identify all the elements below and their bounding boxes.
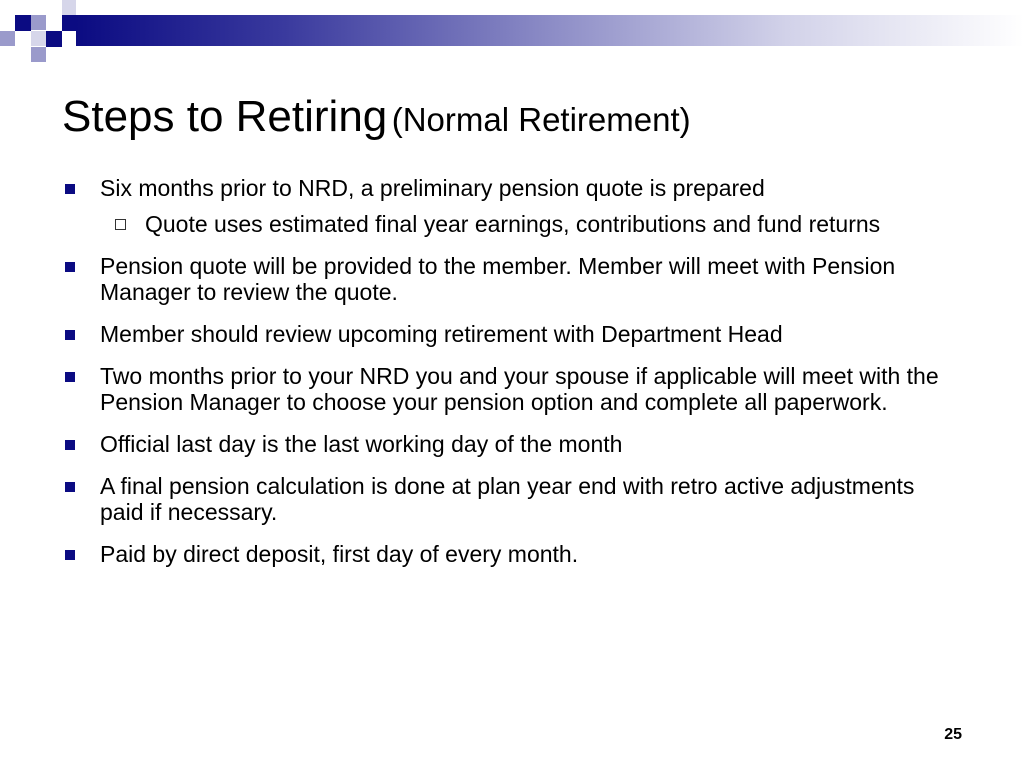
square-bullet-icon [65,184,75,194]
header-square-7 [62,15,76,31]
square-bullet-icon [65,482,75,492]
hollow-square-bullet-icon [115,219,126,230]
header-square-3 [46,31,62,47]
header-square-4 [31,31,46,46]
page-number: 25 [944,726,962,743]
square-bullet-icon [65,550,75,560]
header-square-2 [31,15,46,30]
sub-bullet-item [62,211,962,237]
bullet-text: Official last day is the last working day of the month [100,431,623,457]
bullet-text: Two months prior to your NRD you and your spouse if applicable will meet with the Pension Manager to choose your pension option and complete all paperwork. [100,363,939,415]
bullet-item [62,363,962,415]
bullet-item [62,431,962,457]
header-square-5 [31,47,46,62]
square-bullet-icon [65,372,75,382]
bullet-item [62,473,962,525]
square-bullet-icon [65,440,75,450]
header-square-6 [62,0,76,15]
slide-title [62,92,982,152]
bullet-text: Six months prior to NRD, a preliminary pension quote is prepared [100,175,765,201]
header-gradient-band [76,15,1024,46]
bullet-list [62,175,962,583]
bullet-item [62,175,962,201]
bullet-text: Member should review upcoming retirement with Department Head [100,321,783,347]
title-main: Steps to Retiring [62,92,388,141]
bullet-text: Quote uses estimated final year earnings, contributions and fund returns [145,211,881,237]
bullet-item [62,321,962,347]
bullet-text: A final pension calculation is done at plan year end with retro active adjustments paid if necessary. [100,473,915,525]
bullet-text: Pension quote will be provided to the member. Member will meet with Pension Manager to review the quote. [100,253,896,305]
square-bullet-icon [65,262,75,272]
square-bullet-icon [65,330,75,340]
header-square-8 [0,31,15,46]
header-square-1 [15,15,31,31]
bullet-item [62,541,962,567]
title-subtitle: (Normal Retirement) [391,101,691,138]
bullet-text: Paid by direct deposit, first day of every month. [100,541,579,567]
bullet-item [62,253,962,305]
